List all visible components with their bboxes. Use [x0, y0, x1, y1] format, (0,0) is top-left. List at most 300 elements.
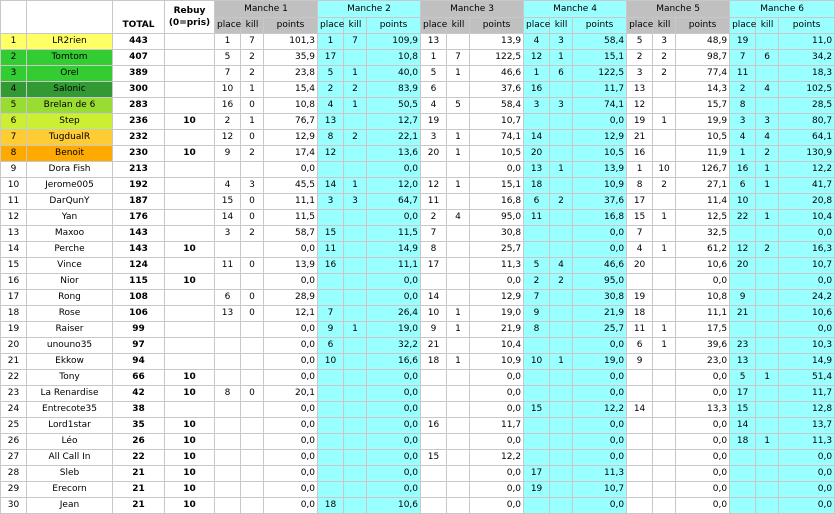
total-cell: 115: [113, 274, 165, 290]
manche-3-points-cell: 13,9: [470, 34, 524, 50]
manche-1-place-cell: 13: [215, 306, 241, 322]
manche-1-place-header: place: [215, 18, 241, 34]
manche-4-place-cell: [524, 450, 550, 466]
manche-1-points-cell: 76,7: [264, 114, 318, 130]
manche-6-kill-cell: [756, 354, 779, 370]
manche-2-place-cell: 11: [318, 242, 344, 258]
total-cell: 236: [113, 114, 165, 130]
manche-2-points-cell: 0,0: [367, 402, 421, 418]
manche-4-points-cell: 95,0: [573, 274, 627, 290]
manche-1-place-cell: [215, 450, 241, 466]
manche-4-place-cell: 16: [524, 82, 550, 98]
manche-1-points-cell: 0,0: [264, 322, 318, 338]
manche-5-place-cell: [627, 418, 653, 434]
manche-5-points-cell: 10,5: [676, 130, 730, 146]
manche-3-kill-cell: 1: [447, 66, 470, 82]
rank-cell: 30: [1, 498, 27, 514]
manche-6-kill-header: kill: [756, 18, 779, 34]
manche-1-kill-cell: 2: [241, 146, 264, 162]
player-name-cell: Raiser: [27, 322, 113, 338]
manche-2-points-cell: 11,5: [367, 226, 421, 242]
manche-2-place-cell: 7: [318, 306, 344, 322]
manche-1-kill-cell: [241, 242, 264, 258]
manche-6-points-cell: 130,9: [779, 146, 835, 162]
manche-1-points-cell: 0,0: [264, 498, 318, 514]
manche-2-place-cell: 14: [318, 178, 344, 194]
manche-3-kill-cell: 1: [447, 130, 470, 146]
manche-4-points-cell: 10,9: [573, 178, 627, 194]
manche-6-place-cell: 20: [730, 258, 756, 274]
player-name-cell: Perche: [27, 242, 113, 258]
manche-3-points-header: points: [470, 18, 524, 34]
manche-1-place-cell: [215, 370, 241, 386]
player-name-cell: Tony: [27, 370, 113, 386]
table-row: [1, 418, 835, 434]
manche-4-points-cell: 12,9: [573, 130, 627, 146]
manche-6-points-cell: 12,8: [779, 402, 835, 418]
manche-4-place-cell: [524, 498, 550, 514]
manche-2-points-cell: 0,0: [367, 386, 421, 402]
manche-6-place-cell: 18: [730, 434, 756, 450]
manche-4-place-cell: 1: [524, 66, 550, 82]
manche-6-place-cell: 7: [730, 50, 756, 66]
manche-3-kill-header: kill: [447, 18, 470, 34]
manche-1-points-cell: 10,8: [264, 98, 318, 114]
manche-3-kill-cell: [447, 274, 470, 290]
manche-2-kill-cell: 7: [344, 34, 367, 50]
manche-6-place-cell: [730, 226, 756, 242]
manche-3-place-cell: 17: [421, 258, 447, 274]
rebuy-header: [165, 1, 215, 34]
manche-1-place-cell: [215, 482, 241, 498]
manche-3-points-cell: 0,0: [470, 370, 524, 386]
manche-5-points-cell: 17,5: [676, 322, 730, 338]
manche-2-place-cell: 10: [318, 354, 344, 370]
manche-5-points-cell: 0,0: [676, 498, 730, 514]
manche-5-points-cell: 0,0: [676, 274, 730, 290]
manche-3-kill-cell: [447, 290, 470, 306]
manche-3-kill-cell: [447, 450, 470, 466]
manche-1-place-cell: 3: [215, 226, 241, 242]
manche-3-kill-cell: [447, 466, 470, 482]
manche-5-place-cell: 6: [627, 338, 653, 354]
manche-3-kill-cell: [447, 402, 470, 418]
rebuy-cell: 10: [165, 370, 215, 386]
manche-6-kill-cell: [756, 338, 779, 354]
manche-3-kill-cell: 4: [447, 210, 470, 226]
manche-4-points-cell: 10,5: [573, 146, 627, 162]
manche-4-kill-cell: [550, 306, 573, 322]
table-row: [1, 82, 835, 98]
manche-4-points-cell: 13,9: [573, 162, 627, 178]
manche-2-place-cell: 3: [318, 194, 344, 210]
manche-6-points-cell: 11,0: [779, 34, 835, 50]
manche-2-place-cell: 15: [318, 226, 344, 242]
manche-6-place-cell: 23: [730, 338, 756, 354]
manche-5-kill-cell: 10: [653, 162, 676, 178]
manche-5-place-cell: 4: [627, 242, 653, 258]
manche-1-place-cell: 8: [215, 386, 241, 402]
rebuy-cell: 10: [165, 114, 215, 130]
manche-4-points-cell: 25,7: [573, 322, 627, 338]
manche-5-kill-cell: [653, 98, 676, 114]
manche-2-kill-cell: [344, 274, 367, 290]
manche-2-kill-cell: [344, 210, 367, 226]
rank-cell: 26: [1, 434, 27, 450]
manche-1-points-cell: 12,1: [264, 306, 318, 322]
manche-4-points-cell: 21,9: [573, 306, 627, 322]
manche-6-kill-cell: [756, 98, 779, 114]
manche-5-points-cell: 15,7: [676, 98, 730, 114]
manche-3-kill-cell: 1: [447, 146, 470, 162]
manche-3-points-cell: 10,9: [470, 354, 524, 370]
manche-2-points-cell: 16,6: [367, 354, 421, 370]
manche-5-kill-cell: [653, 146, 676, 162]
manche-1-points-cell: 0,0: [264, 466, 318, 482]
manche-4-kill-cell: [550, 114, 573, 130]
manche-3-kill-cell: [447, 194, 470, 210]
manche-2-kill-cell: [344, 338, 367, 354]
manche-1-place-cell: 1: [215, 34, 241, 50]
manche-4-place-cell: 2: [524, 274, 550, 290]
manche-2-points-cell: 0,0: [367, 450, 421, 466]
manche-6-points-cell: 13,7: [779, 418, 835, 434]
manche-1-header: Manche 1: [215, 1, 318, 18]
total-cell: 35: [113, 418, 165, 434]
table-row: [1, 146, 835, 162]
manche-4-place-cell: [524, 386, 550, 402]
rebuy-cell: 10: [165, 482, 215, 498]
table-row: [1, 258, 835, 274]
manche-2-points-cell: 0,0: [367, 162, 421, 178]
manche-1-place-cell: 6: [215, 290, 241, 306]
rebuy-cell: [165, 130, 215, 146]
rank-cell: 19: [1, 322, 27, 338]
manche-5-kill-cell: [653, 194, 676, 210]
table-row: [1, 482, 835, 498]
manche-6-place-cell: 10: [730, 194, 756, 210]
manche-2-place-cell: [318, 290, 344, 306]
manche-3-kill-cell: [447, 338, 470, 354]
manche-2-kill-cell: [344, 498, 367, 514]
total-cell: 66: [113, 370, 165, 386]
manche-4-place-cell: 8: [524, 322, 550, 338]
table-row: [1, 498, 835, 514]
total-cell: 38: [113, 402, 165, 418]
manche-4-place-header: place: [524, 18, 550, 34]
manche-3-place-cell: 5: [421, 66, 447, 82]
manche-4-kill-cell: [550, 450, 573, 466]
manche-3-place-cell: 20: [421, 146, 447, 162]
manche-3-points-cell: 0,0: [470, 274, 524, 290]
manche-4-place-cell: 12: [524, 50, 550, 66]
manche-3-place-cell: 2: [421, 210, 447, 226]
manche-3-place-cell: 1: [421, 50, 447, 66]
manche-2-kill-cell: [344, 370, 367, 386]
table-row: [1, 450, 835, 466]
manche-2-kill-cell: [344, 386, 367, 402]
manche-6-kill-cell: [756, 290, 779, 306]
manche-1-place-cell: [215, 418, 241, 434]
total-cell: 407: [113, 50, 165, 66]
manche-2-points-cell: 0,0: [367, 418, 421, 434]
manche-4-points-cell: 0,0: [573, 338, 627, 354]
manche-4-place-cell: 6: [524, 194, 550, 210]
manche-1-points-cell: 0,0: [264, 242, 318, 258]
manche-5-points-cell: 10,8: [676, 290, 730, 306]
table-row: [1, 194, 835, 210]
manche-1-place-cell: 16: [215, 98, 241, 114]
manche-1-points-cell: 13,9: [264, 258, 318, 274]
manche-2-points-cell: 109,9: [367, 34, 421, 50]
manche-2-kill-cell: [344, 50, 367, 66]
manche-4-place-cell: 14: [524, 130, 550, 146]
player-name-cell: Sleb: [27, 466, 113, 482]
manche-1-points-cell: 0,0: [264, 370, 318, 386]
table-row: [1, 66, 835, 82]
manche-4-place-cell: 13: [524, 162, 550, 178]
manche-1-points-cell: 0,0: [264, 274, 318, 290]
manche-2-place-cell: 5: [318, 66, 344, 82]
manche-5-kill-cell: 2: [653, 66, 676, 82]
rank-cell: 4: [1, 82, 27, 98]
manche-3-place-cell: [421, 482, 447, 498]
manche-4-points-cell: 37,6: [573, 194, 627, 210]
manche-3-kill-cell: 1: [447, 306, 470, 322]
manche-3-kill-cell: [447, 226, 470, 242]
manche-6-points-cell: 0,0: [779, 466, 835, 482]
manche-3-place-cell: 18: [421, 354, 447, 370]
rebuy-cell: 10: [165, 450, 215, 466]
manche-1-place-cell: 14: [215, 210, 241, 226]
manche-5-kill-cell: 2: [653, 178, 676, 194]
manche-1-kill-cell: 7: [241, 34, 264, 50]
manche-6-place-cell: 8: [730, 98, 756, 114]
manche-2-points-cell: 19,0: [367, 322, 421, 338]
manche-3-kill-cell: [447, 498, 470, 514]
manche-5-points-cell: 0,0: [676, 386, 730, 402]
manche-3-kill-cell: [447, 434, 470, 450]
manche-3-points-cell: 25,7: [470, 242, 524, 258]
manche-6-kill-cell: [756, 418, 779, 434]
total-cell: 26: [113, 434, 165, 450]
manche-1-place-cell: 5: [215, 50, 241, 66]
player-name-cell: Ekkow: [27, 354, 113, 370]
manche-5-place-cell: 17: [627, 194, 653, 210]
manche-1-kill-cell: [241, 482, 264, 498]
manche-2-points-cell: 64,7: [367, 194, 421, 210]
manche-2-points-cell: 13,6: [367, 146, 421, 162]
rebuy-cell: [165, 162, 215, 178]
manche-6-points-cell: 0,0: [779, 482, 835, 498]
manche-2-kill-cell: 2: [344, 82, 367, 98]
rank-cell: 12: [1, 210, 27, 226]
manche-6-place-cell: [730, 274, 756, 290]
manche-2-points-cell: 40,0: [367, 66, 421, 82]
manche-3-kill-cell: 1: [447, 178, 470, 194]
rank-cell: 28: [1, 466, 27, 482]
manche-4-place-cell: 19: [524, 482, 550, 498]
total-header: TOTAL: [113, 1, 165, 34]
table-row: [1, 162, 835, 178]
manche-6-place-cell: 5: [730, 370, 756, 386]
manche-3-place-cell: 16: [421, 418, 447, 434]
manche-2-place-cell: [318, 162, 344, 178]
manche-3-points-cell: 16,8: [470, 194, 524, 210]
manche-2-place-cell: 16: [318, 258, 344, 274]
manche-6-points-cell: 18,3: [779, 66, 835, 82]
manche-1-points-cell: 45,5: [264, 178, 318, 194]
rank-cell: 6: [1, 114, 27, 130]
rank-cell: 2: [1, 50, 27, 66]
manche-1-kill-cell: 2: [241, 226, 264, 242]
manche-1-kill-cell: 0: [241, 306, 264, 322]
manche-5-kill-cell: 1: [653, 322, 676, 338]
manche-3-place-cell: 10: [421, 306, 447, 322]
player-name-cell: Tomtom: [27, 50, 113, 66]
total-cell: 94: [113, 354, 165, 370]
manche-6-place-cell: [730, 450, 756, 466]
manche-4-place-cell: 18: [524, 178, 550, 194]
player-name-cell: Brelan de 6: [27, 98, 113, 114]
manche-3-kill-cell: 1: [447, 354, 470, 370]
player-name-cell: Jean: [27, 498, 113, 514]
manche-6-place-cell: 2: [730, 82, 756, 98]
total-cell: 230: [113, 146, 165, 162]
manche-1-points-cell: 0,0: [264, 450, 318, 466]
manche-1-kill-cell: [241, 338, 264, 354]
manche-6-kill-cell: [756, 450, 779, 466]
manche-1-kill-cell: [241, 450, 264, 466]
rank-cell: 5: [1, 98, 27, 114]
manche-3-points-cell: 0,0: [470, 466, 524, 482]
total-cell: 22: [113, 450, 165, 466]
manche-6-place-cell: 13: [730, 354, 756, 370]
manche-2-kill-cell: [344, 162, 367, 178]
manche-6-place-cell: 22: [730, 210, 756, 226]
manche-1-points-cell: 0,0: [264, 434, 318, 450]
manche-4-kill-cell: [550, 482, 573, 498]
manche-5-kill-cell: [653, 130, 676, 146]
manche-1-points-cell: 23,8: [264, 66, 318, 82]
manche-6-points-cell: 0,0: [779, 450, 835, 466]
manche-5-points-cell: 27,1: [676, 178, 730, 194]
manche-6-kill-cell: 6: [756, 50, 779, 66]
rank-cell: 29: [1, 482, 27, 498]
total-cell: 176: [113, 210, 165, 226]
manche-3-place-cell: 3: [421, 130, 447, 146]
manche-4-points-cell: 0,0: [573, 242, 627, 258]
manche-1-place-cell: 10: [215, 82, 241, 98]
manche-2-points-cell: 50,5: [367, 98, 421, 114]
manche-4-kill-cell: [550, 386, 573, 402]
manche-6-place-cell: 3: [730, 114, 756, 130]
manche-1-place-cell: [215, 354, 241, 370]
manche-3-points-cell: 74,1: [470, 130, 524, 146]
manche-4-points-cell: 11,3: [573, 466, 627, 482]
manche-6-points-cell: 51,4: [779, 370, 835, 386]
manche-1-points-header: points: [264, 18, 318, 34]
manche-5-place-cell: 19: [627, 290, 653, 306]
total-cell: 213: [113, 162, 165, 178]
manche-3-points-cell: 11,3: [470, 258, 524, 274]
manche-4-points-cell: 15,1: [573, 50, 627, 66]
manche-2-points-cell: 0,0: [367, 434, 421, 450]
manche-5-kill-cell: [653, 290, 676, 306]
manche-3-place-cell: 14: [421, 290, 447, 306]
manche-2-points-header: points: [367, 18, 421, 34]
manche-5-kill-cell: 1: [653, 114, 676, 130]
total-cell: 99: [113, 322, 165, 338]
manche-2-kill-header: kill: [344, 18, 367, 34]
manche-4-kill-cell: [550, 402, 573, 418]
manche-5-points-cell: 0,0: [676, 450, 730, 466]
manche-4-place-cell: [524, 370, 550, 386]
manche-5-kill-cell: 1: [653, 242, 676, 258]
manche-3-points-cell: 95,0: [470, 210, 524, 226]
manche-4-place-cell: [524, 226, 550, 242]
total-cell: 21: [113, 498, 165, 514]
manche-2-kill-cell: 1: [344, 322, 367, 338]
manche-5-place-cell: [627, 386, 653, 402]
table-row: [1, 466, 835, 482]
manche-6-points-cell: 14,9: [779, 354, 835, 370]
manche-2-place-cell: 17: [318, 50, 344, 66]
table-row: [1, 130, 835, 146]
manche-3-place-cell: [421, 466, 447, 482]
rebuy-cell: [165, 290, 215, 306]
manche-5-kill-cell: [653, 82, 676, 98]
player-name-cell: Maxoo: [27, 226, 113, 242]
manche-4-points-cell: 122,5: [573, 66, 627, 82]
manche-5-place-cell: [627, 466, 653, 482]
total-cell: 192: [113, 178, 165, 194]
table-row: [1, 402, 835, 418]
manche-3-points-cell: 11,7: [470, 418, 524, 434]
manche-5-points-cell: 11,1: [676, 306, 730, 322]
manche-3-points-cell: 46,6: [470, 66, 524, 82]
total-cell: 106: [113, 306, 165, 322]
rank-cell: 16: [1, 274, 27, 290]
rebuy-cell: [165, 66, 215, 82]
rank-cell: 18: [1, 306, 27, 322]
manche-5-points-header: points: [676, 18, 730, 34]
manche-4-place-cell: [524, 114, 550, 130]
manche-2-kill-cell: 1: [344, 178, 367, 194]
table-row: [1, 178, 835, 194]
manche-1-kill-cell: [241, 498, 264, 514]
rebuy-cell: [165, 354, 215, 370]
rebuy-cell: [165, 82, 215, 98]
rank-cell: 7: [1, 130, 27, 146]
manche-1-kill-cell: 0: [241, 194, 264, 210]
manche-6-points-cell: 0,0: [779, 274, 835, 290]
manche-6-points-cell: 64,1: [779, 130, 835, 146]
manche-4-points-cell: 0,0: [573, 434, 627, 450]
manche-3-place-header: place: [421, 18, 447, 34]
rebuy-header-line2: (0=pris): [168, 18, 211, 28]
manche-4-points-cell: 74,1: [573, 98, 627, 114]
total-cell: 187: [113, 194, 165, 210]
rebuy-cell: [165, 306, 215, 322]
manche-1-points-cell: 12,9: [264, 130, 318, 146]
manche-4-kill-cell: [550, 338, 573, 354]
manche-3-place-cell: 9: [421, 322, 447, 338]
manche-5-kill-cell: [653, 450, 676, 466]
manche-6-points-cell: 28,5: [779, 98, 835, 114]
manche-3-kill-cell: [447, 370, 470, 386]
manche-2-kill-cell: [344, 418, 367, 434]
